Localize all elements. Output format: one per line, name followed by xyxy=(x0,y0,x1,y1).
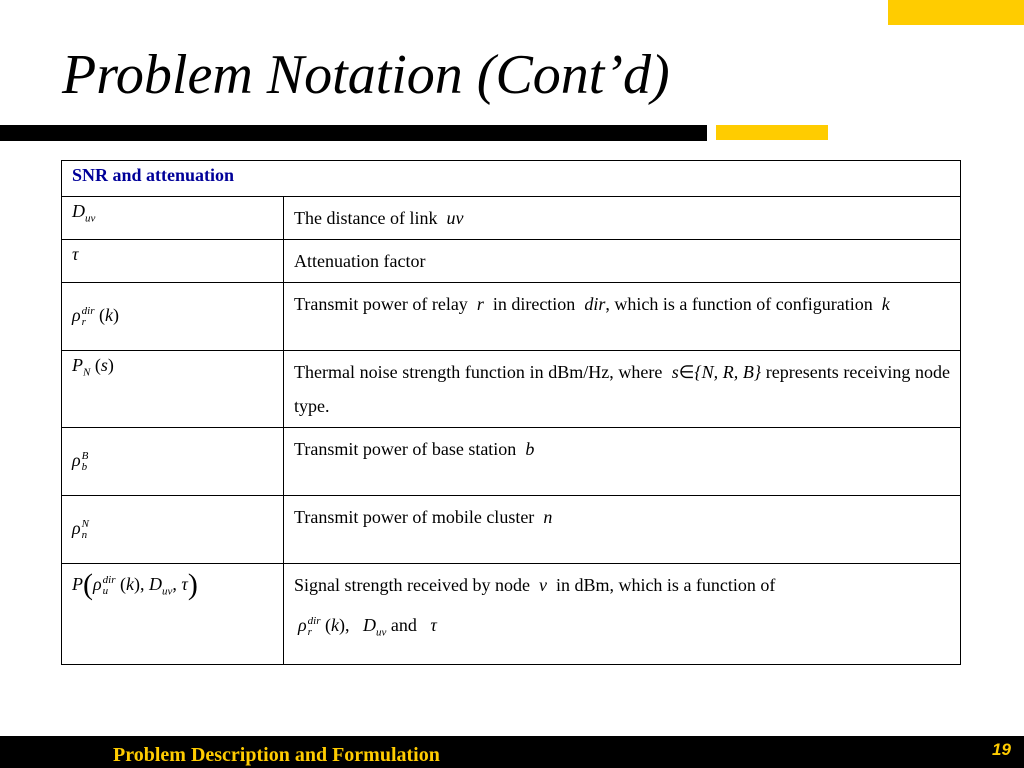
description-text: represents receiving node type. xyxy=(294,362,951,416)
inline-math: dir xyxy=(584,294,606,314)
description-text: The distance of link xyxy=(294,208,438,228)
symbol-arg: k xyxy=(125,574,134,594)
description-cell xyxy=(284,240,961,283)
inline-math: k xyxy=(881,294,890,314)
description-cell xyxy=(284,197,961,240)
slide-title: Problem Notation (Cont’d) xyxy=(62,44,670,106)
notation-table xyxy=(61,160,961,665)
description-cell xyxy=(284,564,961,665)
symbol-rho-n-n xyxy=(72,517,89,541)
symbol-sub: n xyxy=(81,528,88,541)
symbol-base: D xyxy=(362,615,376,635)
description-cell xyxy=(284,283,961,351)
math-var: s xyxy=(671,362,679,382)
symbol-sub: N xyxy=(83,366,91,379)
symbol-rho-b-b xyxy=(72,449,89,473)
symbol-cell xyxy=(62,351,284,428)
symbol-sup: dir xyxy=(307,614,321,627)
inline-math: b xyxy=(525,439,535,459)
symbol-arg: s xyxy=(100,355,108,375)
symbol-cell xyxy=(62,564,284,665)
inline-math: n xyxy=(543,507,553,527)
symbol-base: P xyxy=(72,574,83,594)
description-comma: , xyxy=(344,615,350,635)
description-text: Attenuation factor xyxy=(294,251,426,271)
description-text: in direction xyxy=(492,294,576,314)
inline-math: v xyxy=(538,575,547,595)
description-text: and xyxy=(390,615,417,635)
table-row xyxy=(62,564,961,665)
table-row xyxy=(62,351,961,428)
symbol-sub: r xyxy=(81,315,86,328)
table-row xyxy=(62,240,961,283)
symbol-sub: b xyxy=(81,460,88,473)
inline-math: τ xyxy=(430,615,437,635)
title-underline-accent xyxy=(716,125,828,140)
description-text: Transmit power of relay xyxy=(294,294,468,314)
description-cell xyxy=(284,496,961,564)
symbol-cell xyxy=(62,428,284,496)
description-text: , which is a function of configuration xyxy=(605,294,873,314)
table-row xyxy=(62,197,961,240)
symbol-base: ρ xyxy=(72,450,81,471)
symbol-sub: u xyxy=(102,584,109,597)
symbol-rho-r-dir: ρ dir r (k) xyxy=(72,304,119,328)
math-set: {N, R, B} xyxy=(694,362,762,382)
top-accent-bar xyxy=(888,0,1024,25)
description-text: Transmit power of mobile cluster xyxy=(294,507,535,527)
symbol-p-n-s: $P_N$ (s) xyxy=(72,355,114,379)
description-text: in dBm, which is a function of xyxy=(555,575,776,595)
inline-math: ρ dir r (k) xyxy=(298,614,345,638)
symbol-sub: uv xyxy=(161,585,173,598)
symbol-inner-base: ρ xyxy=(93,574,102,594)
table-row xyxy=(62,496,961,564)
inline-math xyxy=(362,615,387,639)
symbol-cell xyxy=(62,240,284,283)
symbol-sub: uv xyxy=(375,626,387,639)
description-math-line xyxy=(294,602,950,648)
symbol-sub: uv xyxy=(85,212,96,225)
symbol-base: ρ xyxy=(72,305,81,326)
symbol-sup: B xyxy=(81,449,89,462)
symbol-tau: τ xyxy=(181,574,188,594)
page-number: 19 xyxy=(992,740,1011,759)
symbol-base: ρ xyxy=(72,518,81,539)
description-cell xyxy=(284,351,961,428)
inline-math xyxy=(672,362,761,382)
description-text: Signal strength received by node xyxy=(294,575,530,595)
title-underline-dark xyxy=(0,125,707,141)
symbol-base: ρ xyxy=(298,615,307,635)
symbol-d-uv xyxy=(72,201,96,225)
description-text: Transmit power of base station xyxy=(294,439,517,459)
symbol-cell xyxy=(62,283,284,351)
symbol-arg: k xyxy=(330,615,339,635)
symbol-sup: dir xyxy=(81,304,95,317)
symbol-cell xyxy=(62,496,284,564)
symbol-sup: N xyxy=(81,517,89,530)
symbol-d-base: D xyxy=(148,574,162,594)
math-op: ∈ xyxy=(678,362,695,382)
description-cell xyxy=(284,428,961,496)
section-header: SNR and attenuation xyxy=(62,161,961,197)
table-row xyxy=(62,283,961,351)
symbol-base: P xyxy=(72,355,83,375)
table-row xyxy=(62,428,961,496)
symbol-received-power: P(ρ dir u (k), $D_{uv}$, τ) xyxy=(72,568,198,601)
inline-math: uv xyxy=(446,208,464,228)
section-header-row xyxy=(62,161,961,197)
symbol-sup: dir xyxy=(102,573,116,586)
description-text: Thermal noise strength function in dBm/Hz, where xyxy=(294,362,663,382)
symbol-cell xyxy=(62,197,284,240)
symbol-sub: r xyxy=(307,625,312,638)
symbol-tau: τ xyxy=(72,244,79,264)
footer-text: Problem Description and Formulation xyxy=(113,744,440,766)
symbol-base: D xyxy=(72,201,85,221)
symbol-arg: k xyxy=(104,305,113,326)
inline-math: r xyxy=(476,294,484,314)
